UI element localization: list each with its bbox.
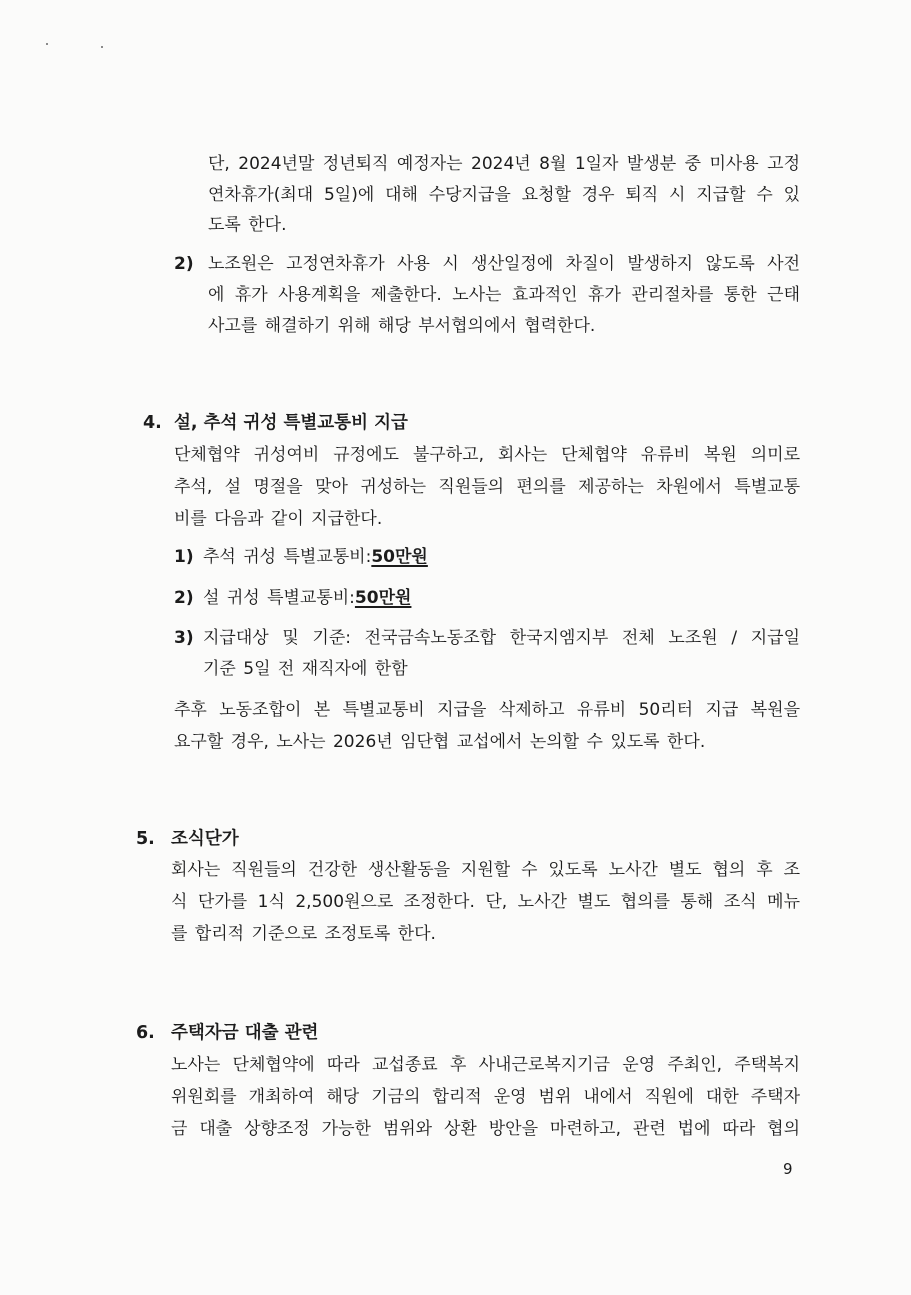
list-item	[203, 587, 411, 609]
section-para-line: 단체협약 귀성여비 규정에도 불구하고, 회사는 단체협약 유류비 복원 의미로	[174, 445, 800, 465]
intro-line: 도록 한다.	[208, 215, 287, 235]
section-para-line: 추석, 설 명절을 맞아 귀성하는 직원들의 편의를 제공하는 차원에서 특별교통	[174, 477, 800, 497]
item-number: 2)	[174, 254, 194, 274]
item-number: 3)	[174, 628, 194, 648]
closing-line: 요구할 경우, 노사는 2026년 임단협 교섭에서 논의할 수 있도록 한다.	[174, 732, 706, 752]
item-number: 1)	[174, 547, 194, 567]
section-number: 5.	[136, 829, 155, 849]
section-para-line: 식 단가를 1식 2,500원으로 조정한다. 단, 노사간 별도 협의를 통해 조식 메뉴	[171, 892, 800, 912]
section-title: 설, 추석 귀성 특별교통비 지급	[174, 413, 408, 433]
item-line: 노조원은 고정연차휴가 사용 시 생산일정에 차질이 발생하지 않도록 사전	[208, 254, 800, 274]
list-item	[203, 546, 428, 568]
section-title: 주택자금 대출 관련	[171, 1023, 319, 1043]
item-line: 기준 5일 전 재직자에 한함	[203, 659, 408, 679]
section-para-line: 회사는 직원들의 건강한 생산활동을 지원할 수 있도록 노사간 별도 협의 후 조	[171, 860, 800, 880]
scan-speck	[101, 46, 103, 48]
section-para-line: 를 합리적 기준으로 조정토록 한다.	[171, 924, 436, 944]
item-amount: 50만원	[354, 588, 412, 608]
item-line: 사고를 해결하기 위해 해당 부서협의에서 협력한다.	[208, 316, 596, 336]
section-title: 조식단가	[171, 829, 239, 849]
section-number: 6.	[136, 1023, 155, 1043]
item-amount: 50만원	[371, 547, 428, 567]
item-line: 지급대상 및 기준: 전국금속노동조합 한국지엠지부 전체 노조원 / 지급일	[203, 628, 800, 648]
intro-line: 단, 2024년말 정년퇴직 예정자는 2024년 8월 1일자 발생분 중 미사용 고정	[208, 154, 800, 174]
item-line: 에 휴가 사용계획을 제출한다. 노사는 효과적인 휴가 관리절차를 통한 근태	[208, 285, 800, 305]
scan-speck	[46, 43, 48, 45]
section-para-line: 노사는 단체협약에 따라 교섭종료 후 사내근로복지기금 운영 주최인, 주택복지	[171, 1055, 800, 1075]
item-number: 2)	[174, 588, 194, 608]
section-para-line: 금 대출 상향조정 가능한 범위와 상환 방안을 마련하고, 관련 법에 따라 협의	[171, 1119, 800, 1139]
section-para-line: 비를 다음과 같이 지급한다.	[174, 509, 383, 529]
intro-line: 연차휴가(최대 5일)에 대해 수당지급을 요청할 경우 퇴직 시 지급할 수 있	[208, 185, 800, 205]
page-number: 9	[783, 1160, 793, 1178]
closing-line: 추후 노동조합이 본 특별교통비 지급을 삭제하고 유류비 50리터 지급 복원을	[174, 700, 800, 720]
section-para-line: 위원회를 개최하여 해당 기금의 합리적 운영 범위 내에서 직원에 대한 주택자	[171, 1087, 800, 1107]
item-label: 설 귀성 특별교통비:	[203, 588, 355, 608]
item-label: 추석 귀성 특별교통비:	[203, 547, 372, 567]
section-number: 4.	[143, 413, 162, 433]
